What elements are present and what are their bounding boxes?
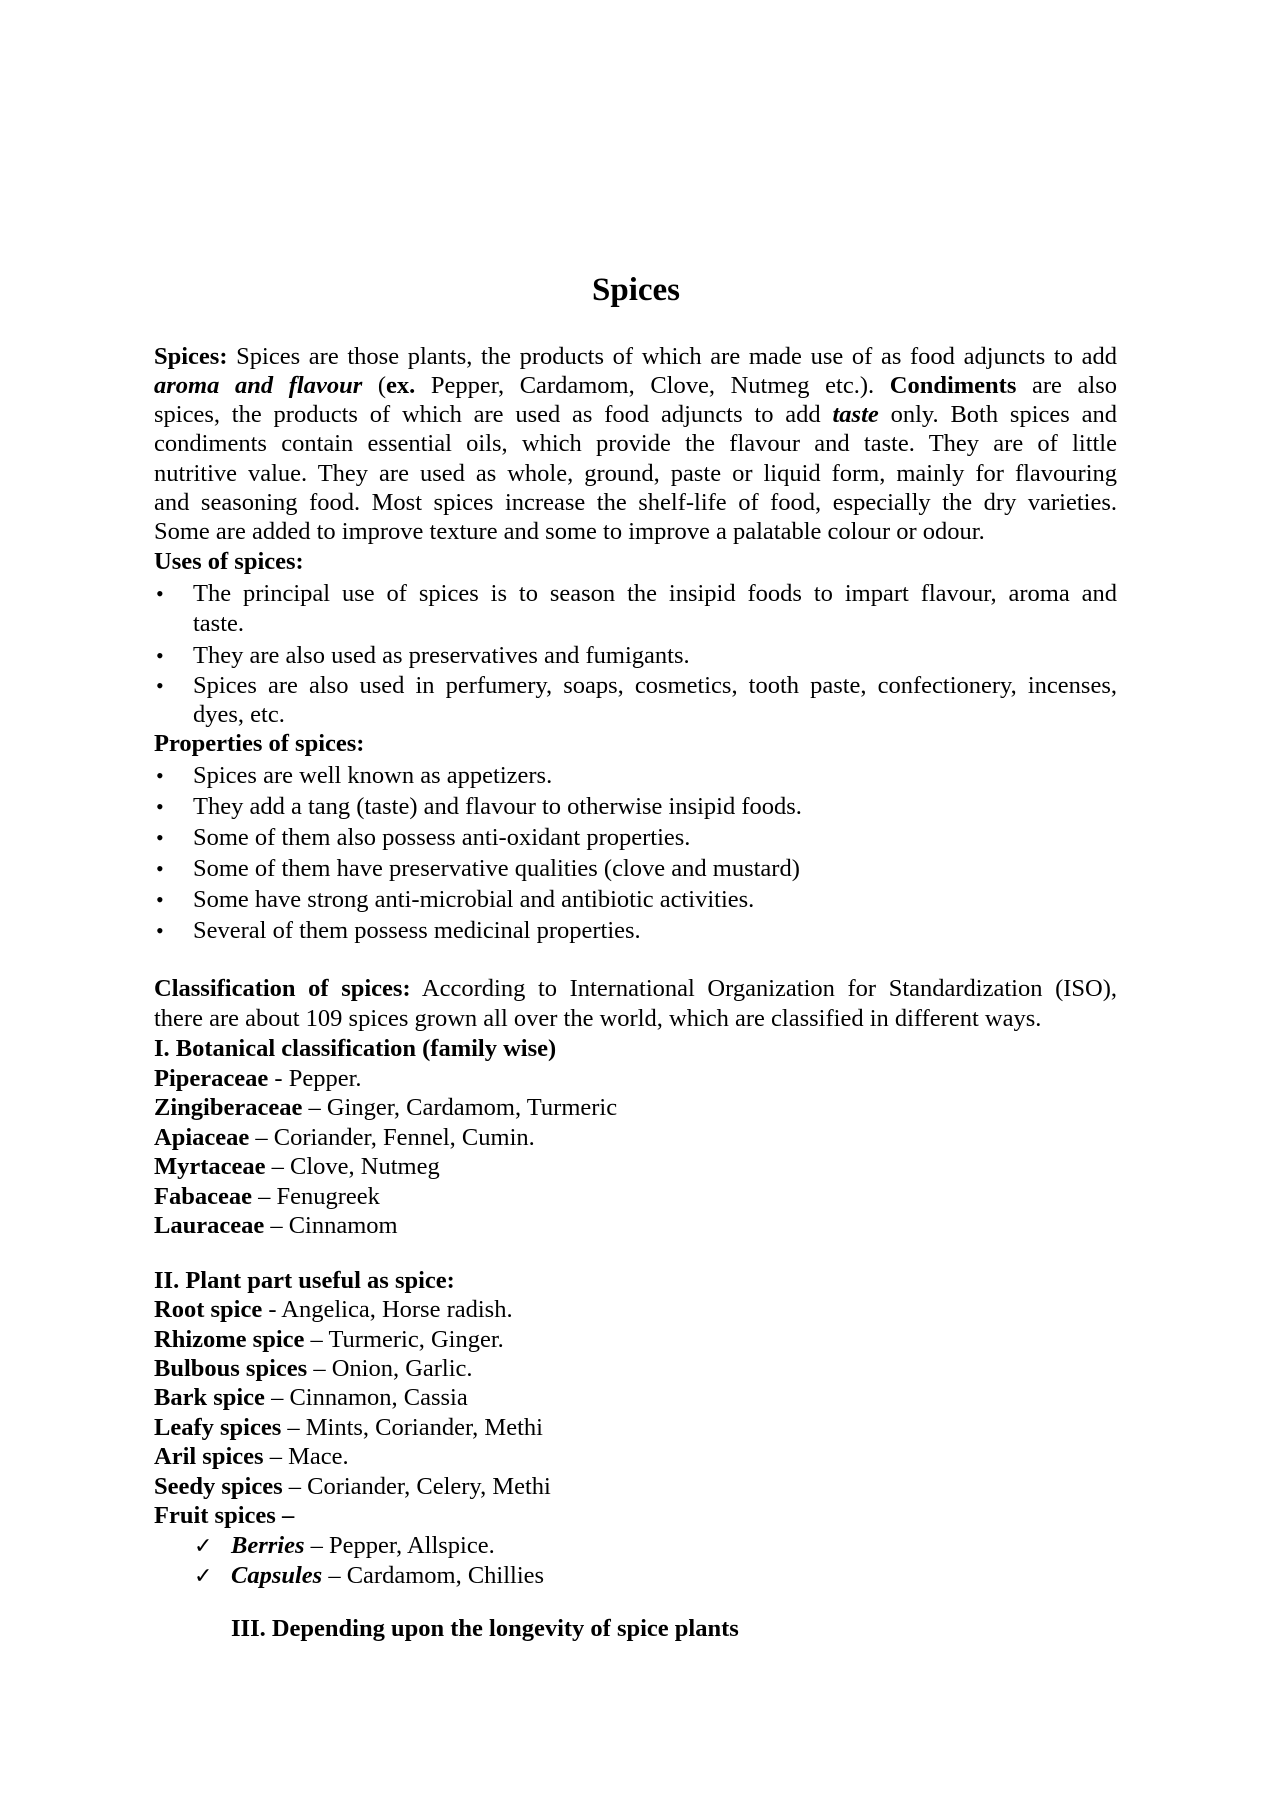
separator: - [262, 1296, 282, 1323]
fruit-type-name: Berries [231, 1532, 305, 1559]
ex-label: ex. [386, 372, 416, 399]
classification-line-2: there are about 109 spices grown all over the world, which are classified in different ways. [154, 1005, 1042, 1032]
properties-item: They add a tang (taste) and flavour to otherwise insipid foods. [193, 793, 802, 820]
separator: – [282, 1473, 308, 1500]
separator: - [268, 1065, 289, 1092]
part-spices: Coriander, Celery, Methi [307, 1473, 551, 1500]
part-spices: Onion, Garlic. [331, 1355, 473, 1382]
family-row [154, 1123, 1117, 1153]
separator: – [265, 1153, 291, 1180]
part-name: Rhizome spice [154, 1326, 305, 1353]
botanical-heading: I. Botanical classification (family wise) [154, 1035, 557, 1062]
separator: – [322, 1562, 347, 1589]
checkmark-icon: ✓ [194, 1563, 213, 1588]
properties-item: Some have strong anti-microbial and antibiotic activities. [193, 886, 755, 913]
aroma-flavour-emphasis: aroma and flavour [154, 372, 363, 399]
intro-line-4: condiments contain essential oils, which provide the flavour and taste. They are of little [154, 430, 1117, 457]
intro-line-1 [154, 342, 1117, 372]
separator: – [281, 1414, 306, 1441]
plant-part-row [154, 1354, 1117, 1384]
part-name: Aril spices [154, 1443, 264, 1470]
bullet-icon: • [156, 673, 164, 698]
part-spices: Mace. [288, 1443, 349, 1470]
intro-line-2 [154, 371, 1117, 401]
separator: – [304, 1532, 329, 1559]
family-row [154, 1211, 1117, 1241]
family-name: Fabaceae [154, 1183, 252, 1210]
uses-heading: Uses of spices: [154, 548, 304, 575]
fruit-type-row [231, 1531, 495, 1561]
classification-term: Classification of spices: [154, 975, 411, 1002]
intro-text: only. Both spices and [878, 401, 1117, 428]
part-spices: Turmeric, Ginger. [328, 1326, 504, 1353]
uses-item-1-line-2: taste. [193, 610, 245, 637]
intro-line-6: and seasoning food. Most spices increase the shelf-life of food, especially the dry varieties. [154, 489, 1117, 516]
separator: – [249, 1124, 274, 1151]
plant-part-row [154, 1442, 1117, 1472]
intro-line-3 [154, 400, 1117, 430]
part-name: Bark spice [154, 1384, 265, 1411]
separator: – [307, 1355, 332, 1382]
properties-item: Spices are well known as appetizers. [193, 762, 553, 789]
fruit-type-row [231, 1561, 544, 1591]
properties-heading: Properties of spices: [154, 730, 365, 757]
intro-text: are also [1016, 372, 1118, 399]
fruit-type-name: Capsules [231, 1562, 323, 1589]
separator: – [304, 1326, 329, 1353]
separator: – [264, 1384, 290, 1411]
part-name: Fruit spices [154, 1502, 276, 1529]
longevity-heading: III. Depending upon the longevity of spice plants [231, 1615, 739, 1642]
part-name: Seedy spices [154, 1473, 283, 1500]
family-row [154, 1182, 1117, 1212]
part-name: Root spice [154, 1296, 263, 1323]
family-spices: Pepper. [288, 1065, 362, 1092]
fruit-type-spices: Cardamom, Chillies [346, 1562, 545, 1589]
separator: – [275, 1502, 295, 1529]
family-name: Apiaceae [154, 1124, 250, 1151]
properties-item: Some of them also possess anti-oxidant properties. [193, 824, 691, 851]
plant-part-row [154, 1295, 1117, 1325]
fruit-type-spices: Pepper, Allspice. [329, 1532, 495, 1559]
properties-item: Some of them have preservative qualities (clove and mustard) [193, 855, 800, 882]
intro-text: ( [362, 372, 387, 399]
plant-part-row [154, 1383, 1117, 1413]
family-spices: Clove, Nutmeg [290, 1153, 440, 1180]
condiments-term: Condiments [889, 372, 1017, 399]
family-name: Lauraceae [154, 1212, 265, 1239]
bullet-icon: • [156, 856, 164, 881]
bullet-icon: • [156, 918, 164, 943]
plant-part-row [154, 1472, 1117, 1502]
intro-line-7: Some are added to improve texture and some to improve a palatable colour or odour. [154, 518, 985, 545]
taste-emphasis: taste [832, 401, 879, 428]
separator: – [263, 1443, 289, 1470]
part-name: Bulbous spices [154, 1355, 308, 1382]
intro-text: Spices are those plants, the products of which are made use of as food adjuncts to add [227, 343, 1117, 370]
separator: – [264, 1212, 289, 1239]
classification-text: According to International Organization for Standardization (ISO), [410, 975, 1118, 1002]
bullet-icon: • [156, 643, 164, 668]
classification-line-1 [154, 974, 1117, 1004]
family-spices: Cinnamom [288, 1212, 398, 1239]
uses-item-3-line-2: dyes, etc. [193, 701, 285, 728]
part-spices: Cinnamon, Cassia [289, 1384, 468, 1411]
spices-term: Spices: [154, 343, 228, 370]
part-spices: Mints, Coriander, Methi [305, 1414, 543, 1441]
plant-part-heading: II. Plant part useful as spice: [154, 1267, 455, 1294]
intro-text: spices, the products of which are used as food adjuncts to add [154, 401, 833, 428]
uses-item-2: They are also used as preservatives and fumigants. [193, 642, 690, 669]
part-spices: Angelica, Horse radish. [281, 1296, 513, 1323]
family-spices: Ginger, Cardamom, Turmeric [326, 1094, 618, 1121]
bullet-icon: • [156, 763, 164, 788]
family-name: Zingiberaceae [154, 1094, 303, 1121]
page-title: Spices [591, 272, 680, 308]
bullet-icon: • [156, 794, 164, 819]
family-row [154, 1152, 1117, 1182]
properties-item: Several of them possess medicinal properties. [193, 917, 641, 944]
intro-line-5: nutritive value. They are used as whole, ground, paste or liquid form, mainly for flavouring [154, 460, 1117, 487]
family-name: Piperaceae [154, 1065, 269, 1092]
separator: – [302, 1094, 327, 1121]
plant-part-row [154, 1325, 1117, 1355]
bullet-icon: • [156, 581, 164, 606]
family-spices: Coriander, Fennel, Cumin. [273, 1124, 535, 1151]
bullet-icon: • [156, 887, 164, 912]
plant-part-row [154, 1501, 1117, 1531]
intro-text: Pepper, Cardamom, Clove, Nutmeg etc.). [415, 372, 890, 399]
part-name: Leafy spices [154, 1414, 282, 1441]
bullet-icon: • [156, 825, 164, 850]
family-spices: Fenugreek [276, 1183, 380, 1210]
separator: – [251, 1183, 277, 1210]
family-name: Myrtaceae [154, 1153, 266, 1180]
uses-item-3-line-1: Spices are also used in perfumery, soaps, cosmetics, tooth paste, confectionery, incenses, [193, 672, 1117, 699]
family-row [154, 1093, 1117, 1123]
plant-part-row [154, 1413, 1117, 1443]
checkmark-icon: ✓ [194, 1533, 213, 1558]
family-row [154, 1064, 1117, 1094]
uses-item-1-line-1: The principal use of spices is to season the insipid foods to impart flavour, aroma and [193, 580, 1117, 607]
